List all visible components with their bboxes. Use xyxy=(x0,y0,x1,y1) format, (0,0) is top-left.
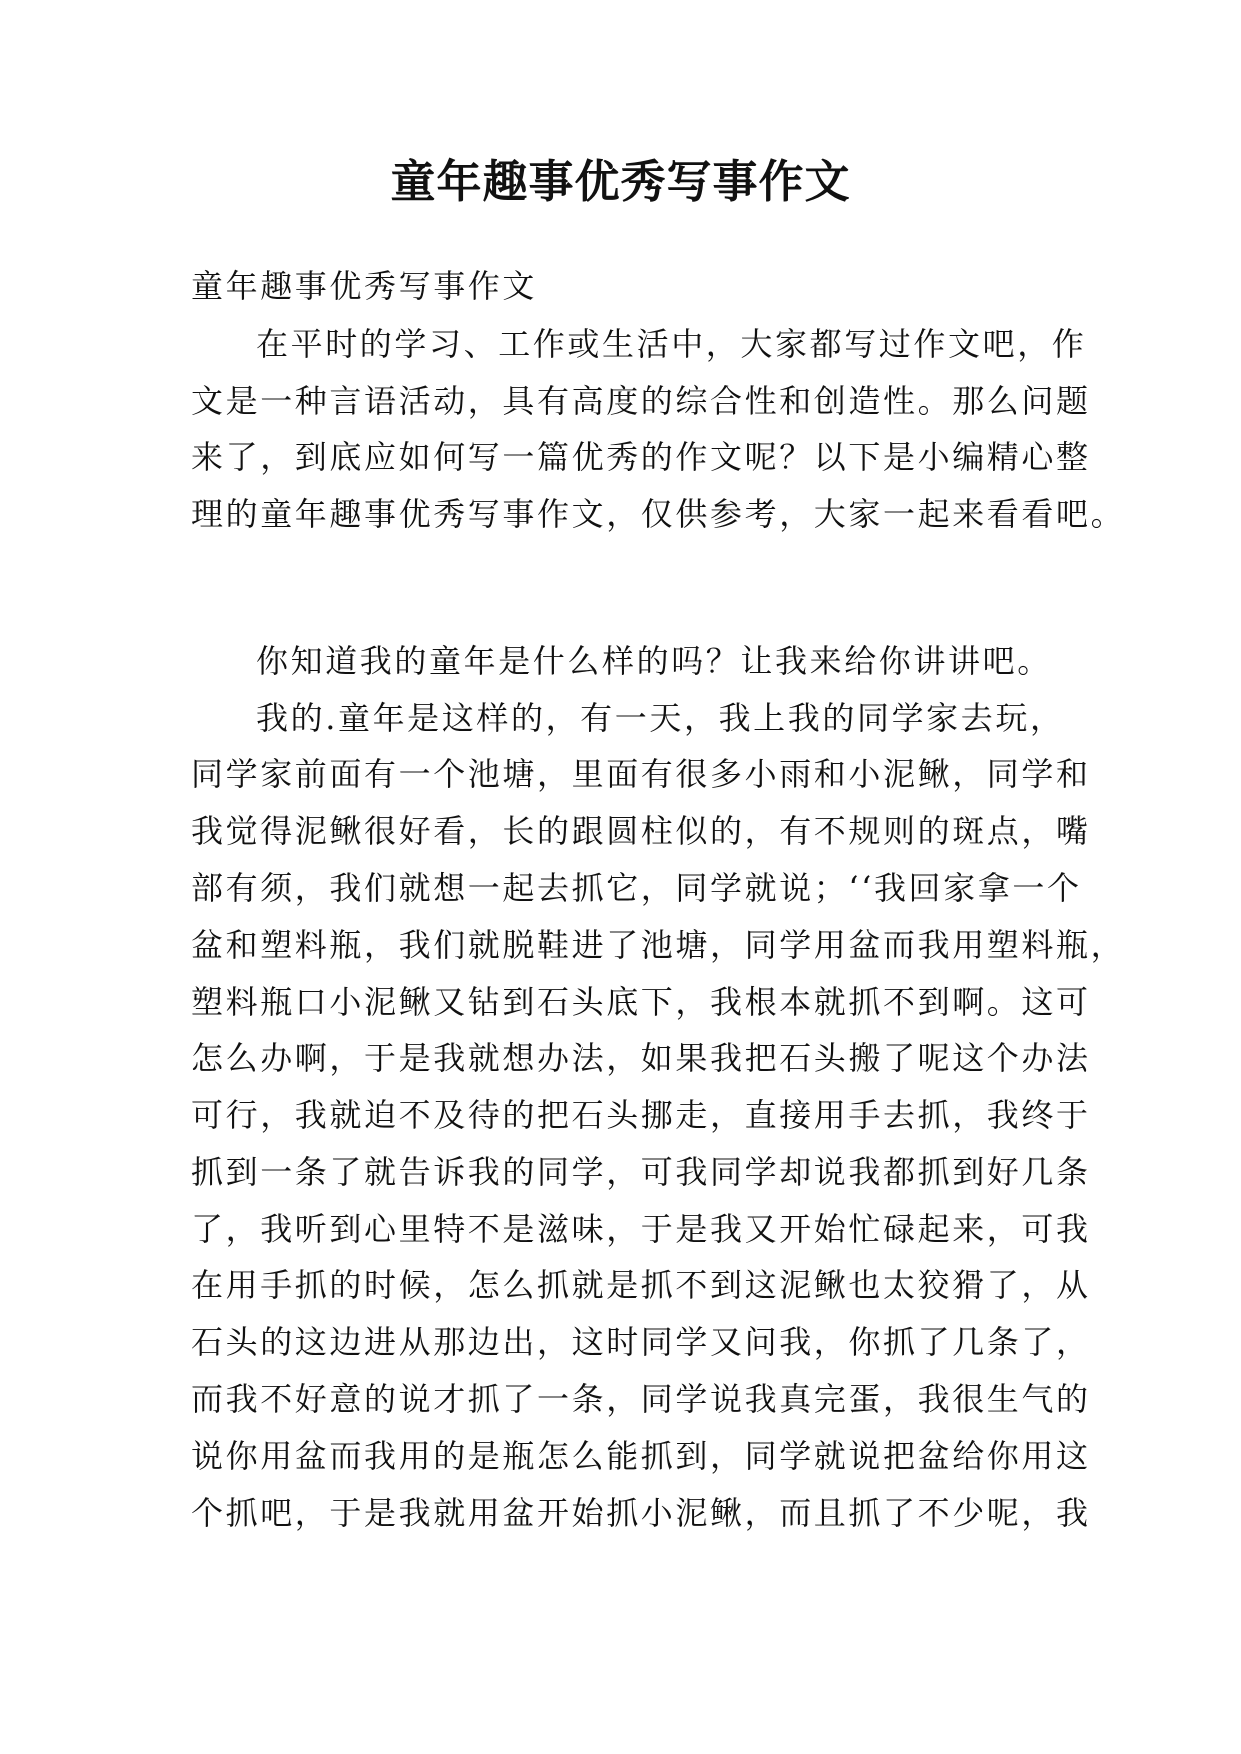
story-line: 个抓吧，于是我就用盆开始抓小泥鳅，而且抓了不少呢，我 xyxy=(191,1494,1091,1532)
intro-line: 文是一种言语活动，具有高度的综合性和创造性。那么问题 xyxy=(191,382,1091,420)
document-title: 童年趣事优秀写事作文 xyxy=(390,155,851,208)
story-line: 说你用盆而我用的是瓶怎么能抓到，同学就说把盆给你用这 xyxy=(191,1437,1091,1475)
intro-line: 在平时的学习、工作或生活中，大家都写过作文吧，作 xyxy=(256,325,1087,363)
story-line: 了，我听到心里特不是滋味，于是我又开始忙碌起来，可我 xyxy=(191,1210,1091,1248)
story-line: 同学家前面有一个池塘，里面有很多小雨和小泥鳅，同学和 xyxy=(191,755,1091,793)
story-line: 盆和塑料瓶，我们就脱鞋进了池塘，同学用盆而我用塑料瓶， xyxy=(191,926,1126,964)
story-line: 抓到一条了就告诉我的同学，可我同学却说我都抓到好几条 xyxy=(191,1153,1091,1191)
subheading: 童年趣事优秀写事作文 xyxy=(191,267,538,305)
story-line: 部有须，我们就想一起去抓它，同学就说；‘‘我回家拿一个 xyxy=(191,869,1082,907)
story-line: 塑料瓶口小泥鳅又钻到石头底下，我根本就抓不到啊。这可 xyxy=(191,983,1091,1021)
story-line: 我的.童年是这样的，有一天，我上我的同学家去玩， xyxy=(256,699,1065,737)
story-line: 在用手抓的时候，怎么抓就是抓不到这泥鳅也太狡猾了，从 xyxy=(191,1266,1091,1304)
story-line: 我觉得泥鳅很好看，长的跟圆柱似的，有不规则的斑点，嘴 xyxy=(191,812,1091,850)
intro-line: 来了，到底应如何写一篇优秀的作文呢？以下是小编精心整 xyxy=(191,438,1091,476)
intro-line: 理的童年趣事优秀写事作文，仅供参考，大家一起来看看吧。 xyxy=(191,495,1126,533)
story-line: 石头的这边进从那边出，这时同学又问我，你抓了几条了， xyxy=(191,1323,1091,1361)
story-line: 怎么办啊，于是我就想办法，如果我把石头搬了呢这个办法 xyxy=(191,1039,1091,1077)
story-line: 而我不好意的说才抓了一条，同学说我真完蛋，我很生气的 xyxy=(191,1380,1091,1418)
story-line: 可行，我就迫不及待的把石头挪走，直接用手去抓，我终于 xyxy=(191,1096,1091,1134)
paragraph-line: 你知道我的童年是什么样的吗？让我来给你讲讲吧。 xyxy=(256,642,1052,680)
